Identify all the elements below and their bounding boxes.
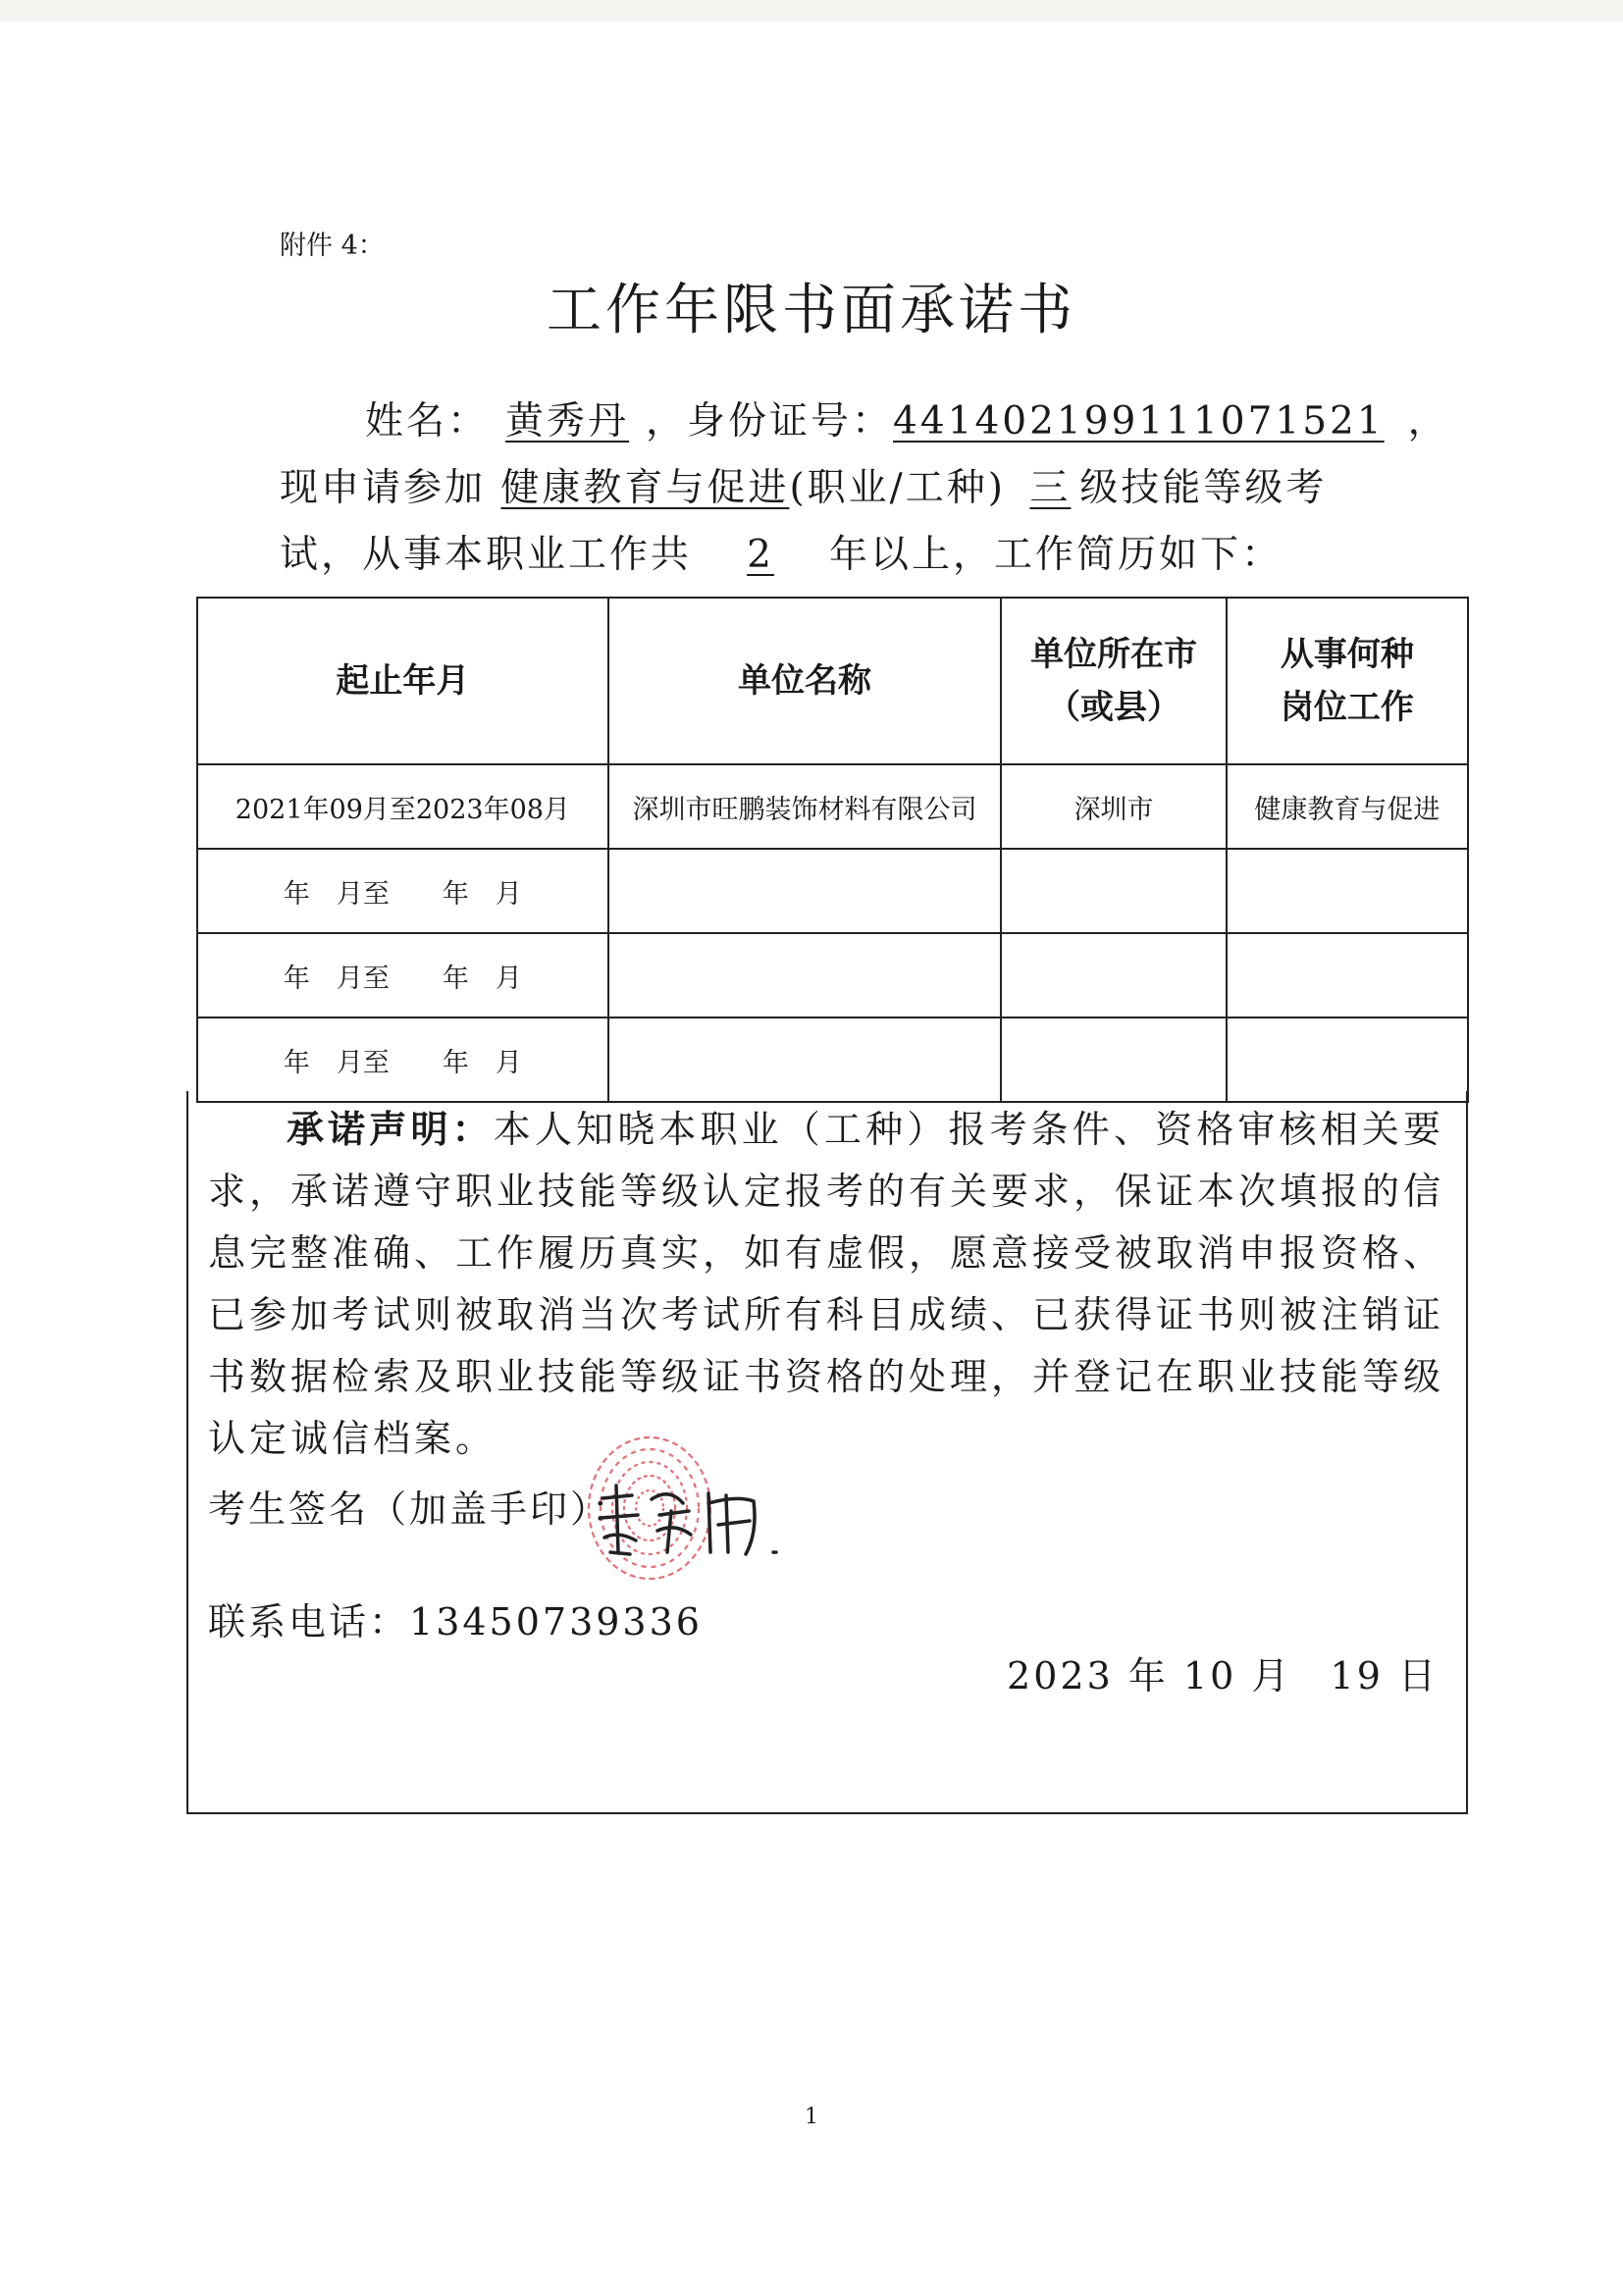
- cell-unit: [608, 1018, 1002, 1102]
- header-position: [1227, 598, 1468, 764]
- intro-line-2: [280, 457, 1327, 512]
- date-month: 10: [1182, 1654, 1237, 1697]
- signature-label: 考生签名（加盖手印）：: [208, 1487, 633, 1531]
- header-city-line1: 单位所在市: [1030, 634, 1198, 674]
- signature-with-fingerprint: [581, 1405, 836, 1592]
- attachment-label: 附件 4：: [280, 231, 385, 261]
- cell-city: [1001, 933, 1226, 1018]
- header-period: 起止年月: [197, 598, 608, 764]
- date-month-unit: 月: [1251, 1654, 1292, 1697]
- occupation-suffix: (职业/工种): [789, 466, 1007, 510]
- fingerprint-stamp: [589, 1437, 710, 1579]
- cell-position: [1227, 849, 1468, 933]
- level-suffix: 级技能等级考: [1079, 466, 1328, 510]
- cell-period: 2021年09月至2023年08月: [197, 764, 608, 849]
- sign-date: [1007, 1645, 1439, 1699]
- header-unit: 单位名称: [608, 598, 1002, 764]
- name-value: 黄秀丹: [505, 399, 630, 444]
- scan-edge: [0, 0, 1623, 22]
- table-row: [197, 933, 1468, 1018]
- cell-period: 年 月至 年 月: [197, 1018, 608, 1102]
- promise-section: [186, 1091, 1468, 1814]
- name-label: 姓名：: [365, 399, 490, 444]
- intro-line-3: [280, 524, 1283, 579]
- years-value: 2: [747, 533, 774, 577]
- work-history-table: [196, 597, 1469, 1103]
- cell-position: 健康教育与促进: [1227, 764, 1468, 849]
- table-row: [197, 1018, 1468, 1102]
- cell-city: [1001, 849, 1226, 933]
- statement-heading: 承诺声明：: [287, 1108, 494, 1151]
- document-title: 工作年限书面承诺书: [547, 279, 1076, 342]
- occupation-value: 健康教育与促进: [500, 466, 790, 510]
- cell-period: 年 月至 年 月: [197, 849, 608, 933]
- statement-body: 本人知晓本职业（工种）报考条件、资格审核相关要求，承诺遵守职业技能等级认定报考的有关要求，保证本次填报的信息完整准确、工作履历真实，如有虚假，愿意接受被取消申报资格、已参加考试则被取消当次考试所有科目成绩、已获得证书则被注销证书数据检索及职业技能等级证书资格的处理，并登记在职业技能等级认定诚信档案。: [208, 1108, 1445, 1460]
- cell-unit: [608, 933, 1002, 1018]
- id-end: ，: [1407, 399, 1449, 444]
- date-day: 19: [1330, 1654, 1384, 1697]
- date-year: 2023: [1007, 1654, 1114, 1697]
- cell-unit: [608, 849, 1002, 933]
- years-suffix: 年以上，工作简历如下：: [829, 533, 1283, 577]
- phone-value: 13450739336: [409, 1600, 703, 1644]
- id-label: ，身份证号：: [646, 399, 894, 444]
- cell-city: [1001, 1018, 1226, 1102]
- years-prefix: 试，从事本职业工作共: [280, 533, 693, 577]
- phone-label: 联系电话：: [208, 1600, 410, 1644]
- header-position-line1: 从事何种: [1280, 634, 1414, 674]
- table-row: [197, 764, 1468, 849]
- table-header-row: [197, 598, 1468, 764]
- cell-position: [1227, 1018, 1468, 1102]
- header-city-line2: （或县）: [1047, 688, 1181, 727]
- contact-phone: [208, 1592, 703, 1645]
- header-city: [1001, 598, 1226, 764]
- date-day-unit: 日: [1397, 1654, 1439, 1697]
- page-number: 1: [805, 2105, 818, 2129]
- id-value: 441402199111071521: [893, 399, 1385, 444]
- cell-unit: 深圳市旺鹏装饰材料有限公司: [608, 764, 1002, 849]
- cell-period: 年 月至 年 月: [197, 933, 608, 1018]
- apply-prefix: 现申请参加: [280, 466, 487, 510]
- cell-city: 深圳市: [1001, 764, 1226, 849]
- header-position-line2: 岗位工作: [1280, 688, 1414, 727]
- table-row: [197, 849, 1468, 933]
- level-value: 三: [1029, 466, 1072, 510]
- cell-position: [1227, 933, 1468, 1018]
- date-year-unit: 年: [1127, 1654, 1169, 1697]
- intro-line-1: [365, 391, 1449, 445]
